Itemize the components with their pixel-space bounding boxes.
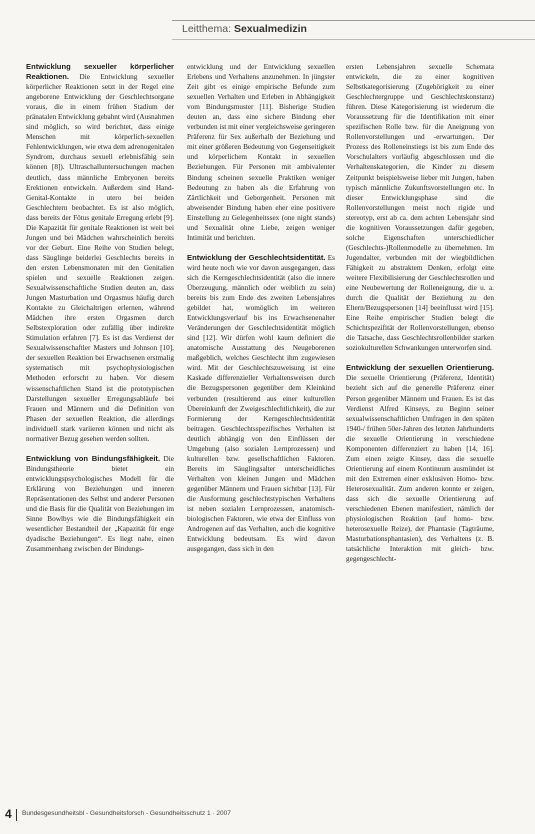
text-column-1 bbox=[26, 62, 174, 778]
paragraph-text: entwicklung und der Entwicklung sexuellen Erlebens und Verhaltens anzunehmen. In jüngster Zeit gibt es einige empirische Befunde zum sexuellen Verhalten und Erleben in Abhängigkeit vom Bindungsmuster [11]. Bisherige Studien deuten an, dass eine sichere Bindung eher verbunden ist mit einer vergleichsweise geringeren Präferenz für Sex außerhalb der Beziehung und mit einer größeren Bedeutung von Gegenseitigkeit und körperlichem Kontakt in sexuellen Beziehungen. Für Personen mit ambivalenter Bindung scheinen sexuelle Praktiken weniger Bedeutung zu haben als die Erfahrung von Zärtlichkeit und Geborgenheit. Personen mit abweisender Bindung haben eher eine positivere Einstellung zu Gelegenheitssex (one night stands) und Sexualität ohne Liebe, zeigen weniger Intimität und berichten. bbox=[187, 63, 335, 242]
text-column-3 bbox=[346, 62, 494, 774]
paragraph bbox=[346, 62, 494, 353]
page-number: 4 bbox=[5, 807, 12, 821]
paragraph bbox=[346, 363, 494, 564]
header-keyword: Sexualmedizin bbox=[233, 23, 307, 35]
paragraph-text: Die Entwicklung sexueller körperlicher Reaktionen setzt in der Regel eine angeborene Entwicklung der Geschlechtsorgane voraus, die in einem frühen Stadium der pränatalen Entwicklung gebahnt wird (Ausnahmen sind möglich, so wird berichtet, dass einige Menschen mit körperlich-sexuellen Fehlentwicklungen, wie etwa dem adrenogenitalen Syndrom, durchaus sexuell erlebnisfähig sein können [8]). Ultraschalluntersuchungen machen deutlich, dass männliche Embryonen bereits Erektionen entwickeln. Außerdem sind Hand-Genital-Kontakte in utero bei beiden Geschlechtern beobachtet. Es ist also möglich, dass bereits der Fötus genitale Erregung erlebt [9]. Die Kapazität für genitale Reaktionen ist weit bei Jungen und bei Mädchen wahrscheinlich bereits vor der Geburt. Eine Reihe von Studien belegt, dass Säuglinge beiderlei Geschlechts bereits in den ersten Lebensmonaten mit den Genitalien spielen und sexuelle Reaktionen zeigen. Sexualwissenschaftliche Studien deuten an, dass Jungen Masturbation und Orgasmus häufig durch Kontakte zu Gleichaltrigen erlernen, während Mädchen ihre ersten Orgasmen durch Selbstexploration oder zufällig über indirekte Stimulation erfahren [7]. Es ist das Verdienst der Sexualwissenschaftler Masters und Johnson [10], der sexuellen Reaktion bei Erwachsenen erstmalig systematisch mit psychophysiologischen Methoden erforscht zu haben. Vor diesem wissenschaftlichen Stand ist die prototypischen Darstellungen sexueller Erregungsabläufe bei Frauen und Männern und die Definition von Phasen der sexuellen Reaktion, die allerdings individuell stark variieren können und nicht als normativer Bezug gesehen werden sollten. bbox=[26, 73, 174, 443]
journal-citation: Bundesgesundheitsbl - Gesundheitsforsch - Gesundheitsschutz 1 · 2007 bbox=[22, 810, 231, 817]
header-title bbox=[182, 23, 307, 35]
paragraph bbox=[187, 253, 335, 554]
header-prefix: Leitthema: bbox=[182, 23, 234, 35]
paragraph-text: Die Bindungstheorie bietet ein entwicklungspsychologisches Modell für die Erklärung von Beziehungen und inneren Repräsentationen des Selbst und anderer Personen und die Basis für die Qualität von Beziehungen im Sinne Bowlbys wie die Bindungsfähigkeit ein wesentlicher Bestandteil der „Kapazität für enge dyadische Beziehungen“. Es liegt nahe, einen Zusammenhang zwischen der Bindungs- bbox=[26, 454, 174, 554]
paragraph bbox=[26, 62, 174, 444]
paragraph-text: Es wird heute noch wie vor davon ausgegangen, dass sich die Kerngeschlechtsidentität (also die innere Überzeugung, männlich oder weiblich zu sein) bereits bis zum Ende des zweiten Lebensjahres gebildet hat, womöglich im weiteren Entwicklungsverlauf bis ins Erwachsenenalter Veränderungen der Geschlechtsidentität möglich sind [12]. Wir dürfen wohl kaum definiert die anatomische Ausstattung des Neugeborenen maßgeblich, welches Geschlecht ihm zugewiesen wird. Mit der Geschlechtszuweisung ist eine Kaskade differenzieller Verhaltensweisen durch die Bezugspersonen gegenüber dem Kleinkind verbunden (resultierend aus einer kulturellen Übereinkunft der Zweigeschlechtlichkeit), die zur Formierung der Kerngeschlechtsidentität beitragen. Geschlechtsspezifisches Verhalten ist deutlich abhängig von den Einflüssen der Umgebung (also sozialen Lernprozessen) und kulturellen bzw. gesellschaftlichen Faktoren. Bereits im Säuglingsalter unterscheidliches Verhalten von kleinen Jungen und Mädchen gegenüber Männern und Frauen sichtbar [13]. Für die Ausformung geschlechtstypischen Verhaltens ist neben sozialen Lernprozessen, anatomisch-biologischen Faktoren, wie etwa der Einfluss von Androgenen auf das Verhalten, auch die kognitive Entwicklung bedeutsam. Es wird davon ausgegangen, dass sich in den bbox=[187, 253, 335, 554]
section-heading: Entwicklung der sexuellen Orientierung. bbox=[346, 363, 494, 373]
running-header bbox=[172, 20, 535, 40]
paragraph-text: ersten Lebensjahren sexuelle Schemata entwickeln, die zu einer kognitiven Selbstkategorisierung (Zugehörigkeit zu einer Geschlechtergruppe und Geschlechtskonstanz) führen. Diese Kategorisierung ist wiederum die Voraussetzung für die Identifikation mit einer spezifischen Rolle bzw. für die Aneignung von Rollenvorstellungen und -erwartungen. Der Prozess des Rolleneinstiegs ist bis zum Ende des Vorschulalters vorläufig abgeschlossen und die Verhaltenskategorien, die Kinder zu diesem Zeitpunkt beispielsweise lieber mit Jungen, haben typisch männliche Zukunftsvorstellungen etc. In dieser Entwicklungsphase sind die Rollenvorstellungen meist noch rigide und stereotyp, erst ab ca. dem achten Lebensjahr sind die kognitiven Voraussetzungen dafür gegeben, solche Eigenschaften unterschiedlicher (Geschlechts-)Rollenmodelle zu übernehmen. Im Jugendalter, verbunden mit der wiegbildlichen Fähigkeit zu abstraktem Denken, erfolgt eine weitere Flexibilisierung der Geschlechtsrollen und eine Neubewertung der Rolleneignung, die u. a. durch die Qualität der Beziehung zu den Eltern/Bezugspersonen [14] beeinflusst wird [15]. Eine Reihe empirischer Studien belegt die Schichtspezifität der Rollenvorstellungen, ebenso die Tatsache, dass Geschlechtsrollenbilder starken soziokulturellen Schwankungen unterworfen sind. bbox=[346, 63, 494, 353]
text-column-2 bbox=[187, 62, 335, 774]
paragraph-text: Die sexuelle Orientierung (Präferenz, Identität) bezieht sich auf die generelle Präferenz einer Person gegenüber Männern und Frauen. Es ist das Verdienst Alfred Kinseys, zu Beginn seiner sexualwissenschaftlichen Umfragen in den späten 1940-/ frühen 50er-Jahren des letzten Jahrhunderts die sexuelle Orientierung in verschiedene Komponenten differenziert zu haben [14, 16]. Zum einen zeigte Kinsey, dass die sexuelle Orientierung auf einem Kontinuum ausmündet ist mit den Extremen einer exklusiven Homo- bzw. Heterosexualität. Zum anderen konnte er zeigen, dass sich die sexuelle Orientierung auf verschiedenen Ebenen manifestiert, nämlich der physiologischen Reaktion (auf homo- bzw. heterosexuelle Reize), der Phantasie (Tagträume, Masturbationsphantasien), des Verhaltens (z. B. tatsächliche Interaktion mit gleich- bzw. gegengeschlecht- bbox=[346, 374, 494, 564]
page-footer bbox=[0, 806, 535, 824]
paragraph bbox=[187, 62, 335, 243]
section-heading: Entwicklung der Geschlechtsidentität. bbox=[187, 252, 326, 262]
section-heading: Entwicklung von Bindungsfähigkeit. bbox=[26, 453, 161, 463]
section-heading: Entwicklung sexueller körperlicher Reaktionen. bbox=[26, 62, 174, 82]
footer-divider bbox=[16, 809, 17, 821]
paragraph bbox=[26, 454, 174, 554]
